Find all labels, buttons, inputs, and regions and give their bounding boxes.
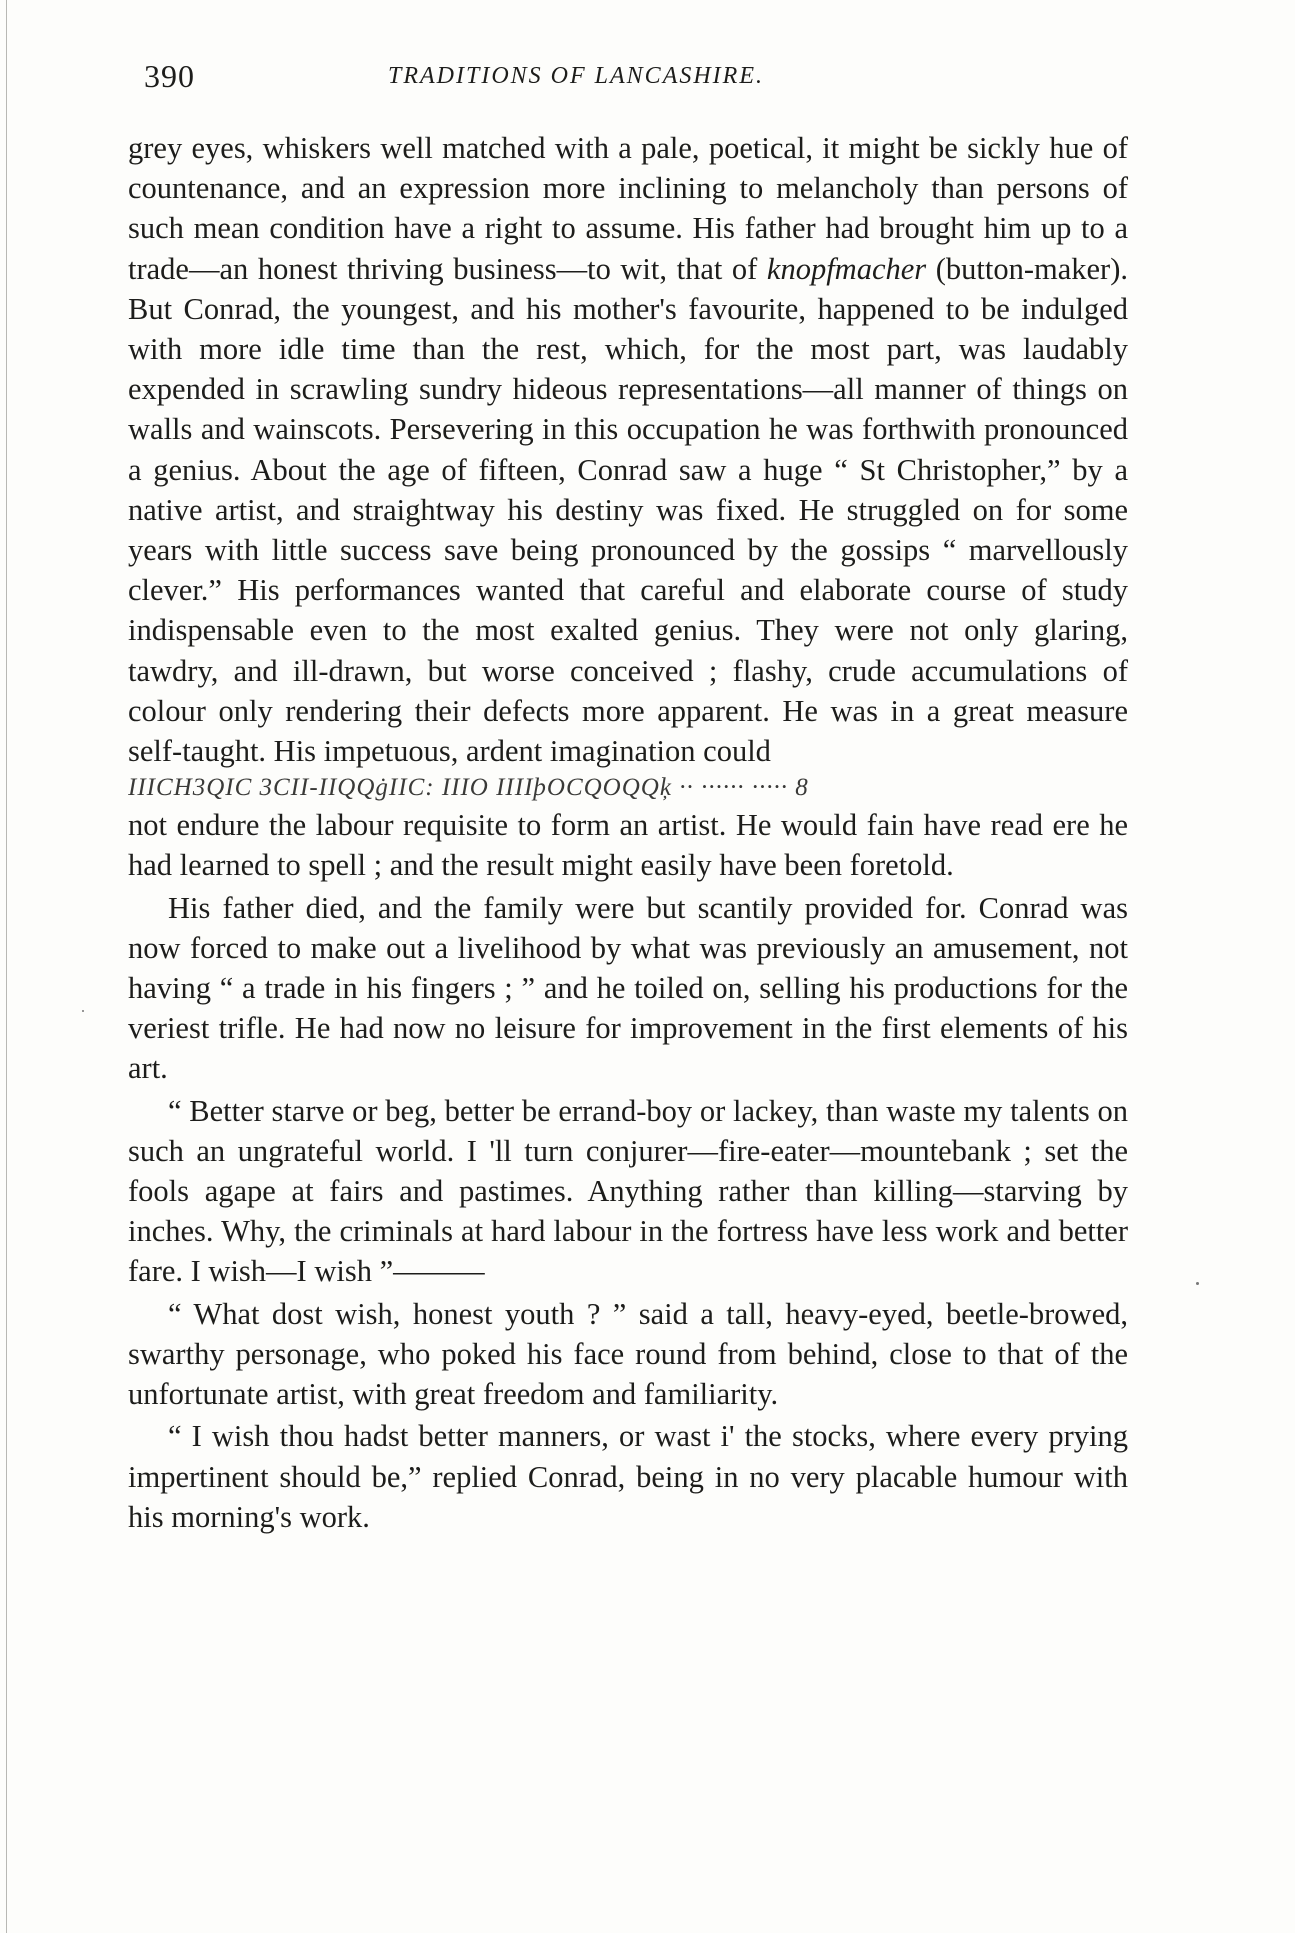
speck-mark <box>82 1010 84 1012</box>
paragraph-1-text-b: (button-maker). But Conrad, the youngest, and his mother's favourite, happened to be indulged with more idle time than the rest, which, for the most part, was laudably expended in scrawling sundry hideous representations—all manner of things on walls and wainscots. Persevering in this occupation he was forthwith pronounced a genius. About the age of fifteen, Conrad saw a huge “ St Christopher,” by a native artist, and straightway his destiny was fixed. He struggled on for some years with little success save being pronounced by the gossips “ marvellously clever.” His performances wanted that careful and elaborate course of study indispensable even to the most exalted genius. They were not only glaring, tawdry, and ill-drawn, but worse conceived ; flashy, crude accumulations of colour only rendering their defects more apparent. He was in a great measure self-taught. His impetuous, ardent imagination could <box>128 251 1128 769</box>
paragraph-1-text-c: not endure the labour requisite to form an artist. He would fain have read ere he had learned to spell ; and the result might easily have been foretold. <box>128 808 1128 883</box>
paragraph-5: “ I wish thou hadst better manners, or wast i' the stocks, where every prying impertinent should be,” replied Conrad, being in no very placable humour with his morning's work. <box>128 1419 1128 1534</box>
scan-edge-line <box>6 0 7 1933</box>
page-header <box>140 56 1140 102</box>
page-number: 390 <box>144 58 195 94</box>
paragraph-1 <box>128 128 1128 886</box>
paragraph-1-italic-term: knopfmacher <box>766 251 927 286</box>
paragraph-1-text-a: grey eyes, whiskers well matched with a pale, poetical, it might be sickly hue of countenance, and an expression more inclining to melancholy than persons of such mean condition have a right to assume. His father had brought him up to a trade—an honest thriving business—to wit, that of <box>128 131 1128 286</box>
paragraph-2: His father died, and the family were but scantily provided for. Conrad was now forced to make out a livelihood by what was previously an amusement, not having “ a trade in his fingers ; ” and he toiled on, selling his productions for the veriest trifle. He had now no leisure for improvement in the first elements of his art. <box>128 890 1128 1086</box>
paragraph-3: “ Better starve or beg, better be errand-boy or lackey, than waste my talents on such an ungrateful world. I 'll turn conjurer—fire-eater—mountebank ; set the fools agape at fairs and pastimes. Anything rather than killing—starving by inches. Why, the criminals at hard labour in the fortress have less work and better fare. I wish—I wish ”——— <box>128 1093 1128 1289</box>
paragraph-4: “ What dost wish, honest youth ? ” said a tall, heavy-eyed, beetle-browed, swarthy personage, who poked his face round from behind, close to that of the unfortunate artist, with great freedom and familiarity. <box>128 1296 1128 1412</box>
running-title: TRADITIONS OF LANCASHIRE. <box>388 63 764 89</box>
speck-mark <box>1196 1282 1199 1285</box>
body-text <box>128 128 1128 1539</box>
show-through-line: IIICH3QIC 3CII-IIQQġIIC: IIIO IIIIþOCQOQQķ ·· ······ ····· 8 <box>128 774 809 802</box>
